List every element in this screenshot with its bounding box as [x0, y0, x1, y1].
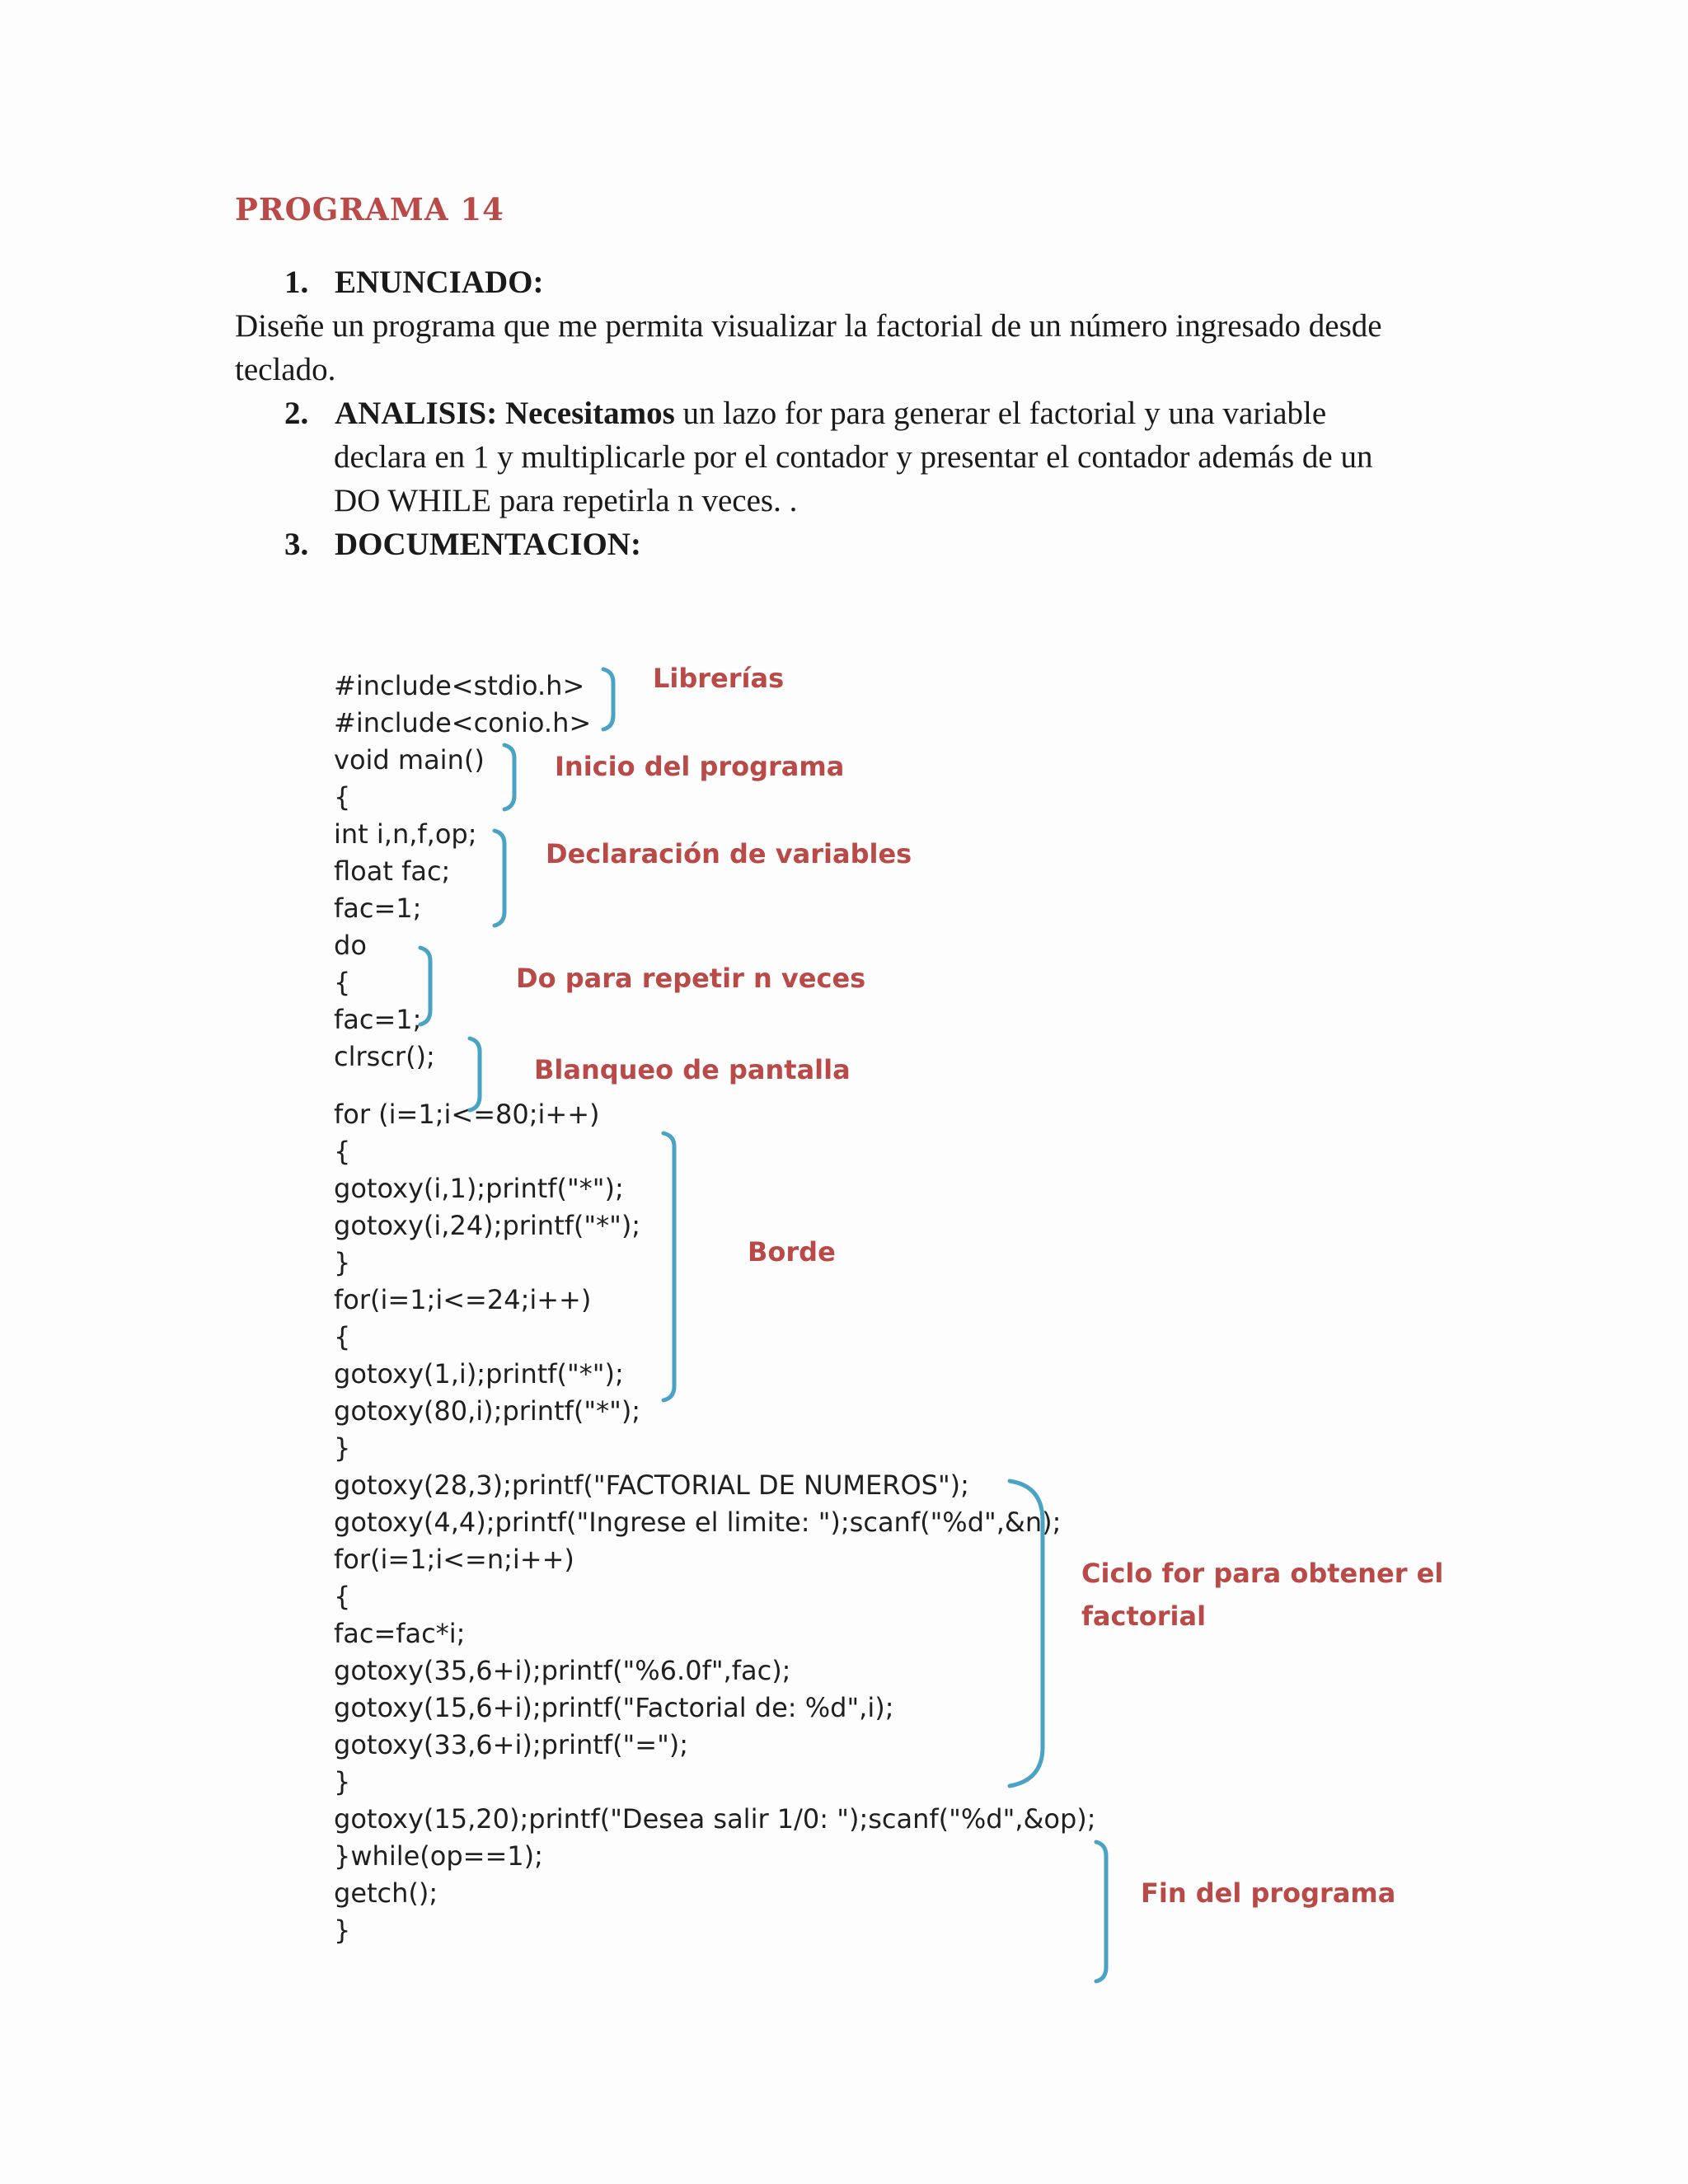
code-line: for (i=1;i<=80;i++) — [334, 1099, 600, 1130]
code-line: gotoxy(15,6+i);printf("Factorial de: %d",i); — [334, 1692, 894, 1723]
annotation-blanqueo: Blanqueo de pantalla — [534, 1054, 851, 1085]
annotation-inicio: Inicio del programa — [555, 751, 845, 782]
code-line: gotoxy(1,i);printf("*"); — [334, 1358, 624, 1390]
enunciado-line-1: Diseñe un programa que me permita visualizar la factorial de un número ingresado desde — [235, 308, 1382, 344]
code-line: gotoxy(4,4);printf("Ingrese el limite: ");scanf("%d",&n); — [334, 1507, 1062, 1538]
code-line: gotoxy(15,20);printf("Desea salir 1/0: ");scanf("%d",&op); — [334, 1803, 1096, 1835]
code-line: for(i=1;i<=n;i++) — [334, 1544, 574, 1575]
code-line: { — [334, 1321, 351, 1352]
page-title: PROGRAMA 14 — [235, 191, 504, 227]
code-line: gotoxy(80,i);printf("*"); — [334, 1395, 641, 1427]
annotation-librerias: Librerías — [653, 663, 785, 694]
code-line: int i,n,f,op; — [334, 818, 477, 850]
bracket-borde — [663, 1133, 674, 1400]
code-line: gotoxy(28,3);printf("FACTORIAL DE NUMEROS"); — [334, 1469, 969, 1501]
code-line: clrscr(); — [334, 1041, 435, 1072]
code-line: gotoxy(33,6+i);printf("="); — [334, 1729, 689, 1760]
code-line: { — [334, 967, 351, 998]
section-1-label: ENUNCIADO: — [335, 265, 544, 300]
bracket-do — [420, 948, 430, 1024]
code-line: } — [334, 1915, 351, 1946]
code-line: }while(op==1); — [334, 1840, 543, 1872]
code-line: { — [334, 1581, 351, 1612]
code-line: void main() — [334, 744, 485, 776]
enunciado-line-2: teclado. — [235, 352, 336, 387]
code-line: #include<stdio.h> — [334, 670, 585, 701]
section-2-line-3: DO WHILE para repetirla n veces. . — [334, 483, 798, 518]
section-2-line-1-rest: un lazo for para generar el factorial y una variable — [674, 396, 1327, 431]
code-line: #include<conio.h> — [334, 707, 592, 738]
code-line: do — [334, 930, 367, 961]
code-line: } — [334, 1766, 351, 1797]
annotation-ciclo-line-1: Ciclo for para obtener el — [1081, 1558, 1444, 1589]
code-line: fac=1; — [334, 893, 422, 924]
code-line: float fac; — [334, 855, 451, 887]
section-2-number: 2. — [284, 396, 309, 431]
bracket-declaracion — [495, 831, 504, 926]
code-line: gotoxy(i,24);printf("*"); — [334, 1210, 641, 1241]
bracket-librerias — [603, 669, 613, 729]
section-2-label: ANALISIS: — [335, 396, 498, 431]
section-3-label: DOCUMENTACION: — [335, 527, 641, 562]
annotation-ciclo-line-2: factorial — [1081, 1601, 1207, 1632]
bracket-blanqueo — [470, 1038, 480, 1110]
section-1-number: 1. — [284, 265, 309, 300]
annotation-declaracion: Declaración de variables — [546, 838, 912, 869]
section-2-bold-word: Necesitamos — [504, 396, 675, 431]
annotation-fin: Fin del programa — [1141, 1877, 1396, 1909]
section-3-number: 3. — [284, 527, 309, 562]
code-line: } — [334, 1432, 351, 1464]
code-line: { — [334, 1136, 351, 1167]
code-line: } — [334, 1247, 351, 1278]
section-2-line-2: declara en 1 y multiplicarle por el contador y presentar el contador además de un — [334, 439, 1373, 475]
code-line: getch(); — [334, 1877, 438, 1909]
bracket-inicio — [504, 745, 514, 809]
code-line: { — [334, 781, 351, 813]
code-line: fac=1; — [334, 1004, 422, 1035]
bracket-ciclo — [1010, 1481, 1043, 1786]
annotation-do: Do para repetir n veces — [516, 963, 866, 994]
code-line: for(i=1;i<=24;i++) — [334, 1284, 592, 1315]
bracket-fin — [1096, 1842, 1106, 1981]
annotation-borde: Borde — [748, 1236, 836, 1268]
code-line: gotoxy(35,6+i);printf("%6.0f",fac); — [334, 1655, 791, 1686]
code-line: gotoxy(i,1);printf("*"); — [334, 1173, 624, 1204]
code-line: fac=fac*i; — [334, 1618, 466, 1649]
